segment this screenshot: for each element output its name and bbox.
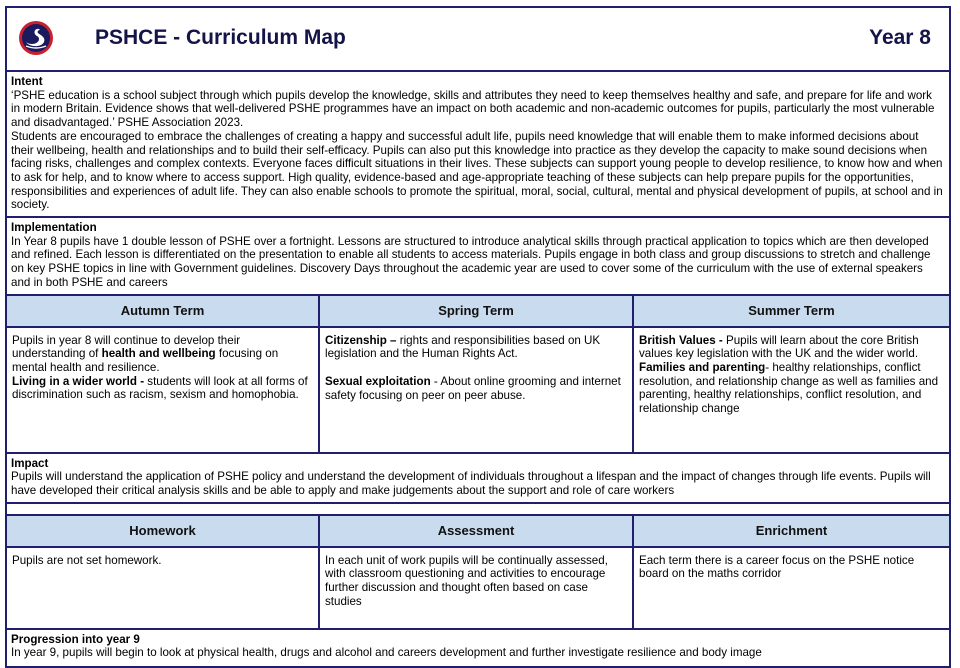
progression-text: In year 9, pupils will begin to look at physical health, drugs and alcohol and careers development and further investigate resilience and body image [11,646,762,660]
extras-table [7,516,949,630]
autumn-text-1 [12,334,311,375]
swan-crest-icon [18,20,54,56]
curriculum-map [5,6,951,668]
terms-table [7,296,949,454]
intent-quote: ‘PSHE education is a school subject through which pupils develop the knowledge, skills and attributes they need to keep themselves healthy and safe, and prepare for life and work in modern Britain. Evidence shows that well-delivered PSHE programmes have an impact on both academic and non-academic outcomes for pupils, particularly the most vulnerable and disadvantaged.’ PSHE Association 2023. [11,88,935,130]
autumn-discrimination: students will look at all forms of discrimination such as racism, sexism and homophobia. [12,374,308,402]
implementation-text: In Year 8 pupils have 1 double lesson of PSHE over a fortnight. Lessons are structured to introduce analytical skills through practical application to topics which are then developed and refined. Each lesson is differentiated on the presentation to enable all students to access materials. Pupils engage in both class and group discussions to stretch and challenge on key PSHE topics in line with Government guidelines. Discovery Days throughout the academic year are used to cover some of the curriculum with the use of external speakers and in both PSHE and careers [11,234,931,289]
section-gap [7,504,949,516]
autumn-term-cell [7,328,318,452]
spring-citizenship-text: rights and responsibilities based on UK legislation and the Human Rights Act. [325,333,601,361]
autumn-text-2 [12,375,311,402]
homework-text: Pupils are not set homework. [12,553,162,567]
spring-text-2 [325,375,625,402]
enrichment-header: Enrichment [634,516,949,548]
autumn-column [7,296,320,452]
spring-topic-citizenship: Citizenship – [325,333,397,347]
homework-column [7,516,320,628]
summer-text-2 [639,361,942,416]
autumn-topic-wider-world: Living in a wider world - [12,374,145,388]
summer-topic-families: Families and parenting [639,360,766,374]
autumn-focus: focusing on mental health and resilience. [12,347,279,374]
assessment-text: In each unit of work pupils will be continually assessed, with classroom questioning and activities to encourage further discussion and thought often based on case studies [325,553,608,608]
page-header [7,8,949,72]
implementation-section [7,218,949,296]
spring-term-cell [320,328,632,407]
summer-topic-values: British Values - [639,333,723,347]
homework-header: Homework [7,516,318,548]
assessment-header: Assessment [320,516,632,548]
year-label: Year 8 [869,26,931,49]
progression-section [7,630,949,666]
spring-term-header: Spring Term [320,296,632,328]
impact-section [7,454,949,504]
impact-heading: Impact [11,456,49,470]
progression-heading: Progression into year 9 [11,632,140,646]
summer-term-header: Summer Term [634,296,949,328]
enrichment-column [634,516,949,628]
page-title: PSHCE - Curriculum Map [95,26,346,49]
impact-text: Pupils will understand the application of PSHE policy and understand the development of individuals throughout a lifespan and the impact of changes through life events. Pupils will have developed their critical analysis skills and be able to apply and make judgements about the support and role of care workers [11,470,931,497]
summer-term-cell [634,328,949,420]
spring-exploitation-text: - About online grooming and internet safety focusing on peer on peer abuse. [325,374,621,402]
intent-heading: Intent [11,75,43,88]
enrichment-text: Each term there is a career focus on the PSHE notice board on the maths corridor [639,553,915,581]
summer-text-1 [639,334,942,361]
assessment-column [320,516,634,628]
autumn-term-header: Autumn Term [7,296,318,328]
autumn-intro: Pupils in year 8 will continue to develop their understanding of [12,333,241,361]
implementation-heading: Implementation [11,221,97,235]
spring-text-1 [325,334,625,361]
spring-column [320,296,634,452]
intent-section [7,72,949,218]
summer-column [634,296,949,452]
autumn-topic-health: health and wellbeing [101,347,216,361]
intent-text: Students are encouraged to embrace the challenges of creating a happy and successful adult life, pupils need knowledge that will enable them to make informed decisions about their wellbeing, health and relationships and to build their self-efficacy. Pupils can also put this knowledge into practice as they develop the capacity to make sound decisions when facing risks, challenges and complex contexts. Everyone faces difficult situations in their lives. These subjects can support young people to develop resilience, to know how and when to ask for help, and to know where to access support. High quality, evidence-based and age-appropriate teaching of these subjects can help prepare pupils for the opportunities, responsibilities and experiences of adult life. They can also enable schools to promote the spiritual, moral, social, cultural, mental and physical development of pupils, at school and in society. [11,129,943,212]
summer-families-text: - healthy relationships, conflict resolution, and relationship change as well as families and parenting, healthy relationships, conflict resolution, and relationship change [639,360,939,416]
spring-topic-exploitation: Sexual exploitation [325,374,431,388]
summer-values-text: Pupils will learn about the core British values key legislation with the UK and the wider world. [639,333,919,361]
